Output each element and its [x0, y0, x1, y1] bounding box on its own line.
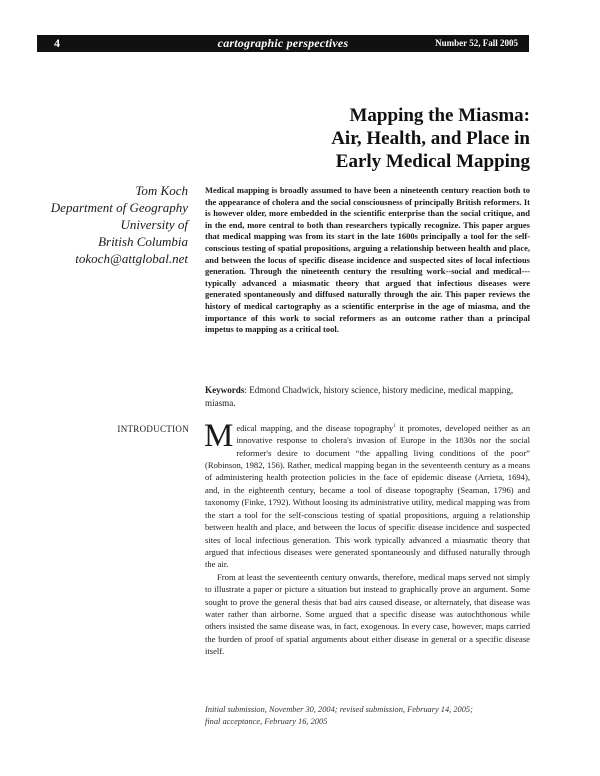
- keywords: [205, 384, 530, 409]
- journal-title: cartographic perspectives: [217, 36, 349, 50]
- submission-note: [205, 704, 530, 728]
- paragraph-1: [204, 418, 530, 571]
- author-affiliation-1: Department of Geography: [50, 200, 188, 215]
- author-affiliation-2: University of: [120, 217, 188, 232]
- author-block: [20, 182, 188, 267]
- drop-cap: M: [204, 418, 234, 454]
- author-email: tokoch@attglobal.net: [75, 251, 188, 266]
- title-line-1: Mapping the Miasma:: [349, 105, 530, 126]
- abstract: Medical mapping is broadly assumed to have been a nineteenth century reaction both to the appearance of cholera and the social consciousness of principally British reformers. It is however older, more embedded in the scientific enterprise than the social critique, and in the end, more central to both than researchers typically recognize. This paper argues that medical mapping was from its start in the late 1600s principally a tool for the self-conscious testing of spatial propositions, arguing a relationship between health and place, and between the locus of specific disease incidence and suspected sites of local infectious generation. Through the nineteenth century the resulting work--social and medical---typically advanced a miasmatic theory that argued that infectious diseases were generated spontaneously and diffused naturally through the air. This paper reviews the history of medical cartography as a scientific enterprise in the age of miasma, and the importance of this work to social reformers as an outcome rather than a principal impetus to mapping as a critical tool.: [205, 185, 530, 335]
- section-heading: INTRODUCTION: [117, 424, 189, 434]
- author-affiliation-3: British Columbia: [98, 234, 188, 249]
- title-line-2: Air, Health, and Place in: [331, 128, 530, 149]
- keywords-label: Keywords: [205, 385, 245, 395]
- article-title: [230, 104, 530, 173]
- issue-info: Number 52, Fall 2005: [435, 38, 518, 48]
- footnote-marker: 1: [393, 424, 396, 429]
- running-header: [37, 35, 529, 52]
- body-text: [204, 418, 530, 658]
- title-line-3: Early Medical Mapping: [335, 151, 530, 172]
- author-name: Tom Koch: [135, 183, 188, 198]
- submission-line-1: Initial submission, November 30, 2004; revised submission, February 14, 2005;: [205, 705, 473, 714]
- paragraph-1-start: edical mapping, and the disease topography: [236, 422, 394, 433]
- keywords-text: : Edmond Chadwick, history science, history medicine, medical mapping, miasma.: [205, 385, 514, 408]
- page-number: 4: [54, 36, 60, 50]
- paragraph-2: From at least the seventeenth century onwards, therefore, medical maps served not simply to illustrate a paper or picture a situation but instead to graphically prove an argument. Some sought to prove the general thesis that bad airs caused disease, or alternately, that disease was water rather than airborne. Some argued that a specific disease was autochthonous while others insisted the same disease was, in fact, exogenous. In every case, however, maps carried the burden of proof of spatial arguments about either disease in general or a specific disease itself.: [205, 571, 530, 657]
- paragraph-1-rest: it promotes, developed neither as an innovative response to cholera's invasion of Europe in the 1830s nor the social reformer's desire to document “the appalling living conditions of the poor” (Robinson, 1982, 156). Rather, medical mapping began in the seventeenth century as a means of administering health protection policies in the face of epidemic disease (Arrieta, 1694), and, in the eighteenth century, became a tool of disease topography (Seaman, 1796) and taxonomy (Finke, 1792). Without loosing its administrative utility, medical mapping was from the start a tool for the self-conscious testing of spatial propositions, arguing a relationship between health and place, and between the locus of specific disease incidence and suspected sites of local infectious generation. This work typically advanced a miasmatic theory that argued that infectious diseases were generated spontaneously and diffused naturally through the air.: [205, 422, 530, 570]
- submission-line-2: final acceptance, February 16, 2005: [205, 717, 328, 726]
